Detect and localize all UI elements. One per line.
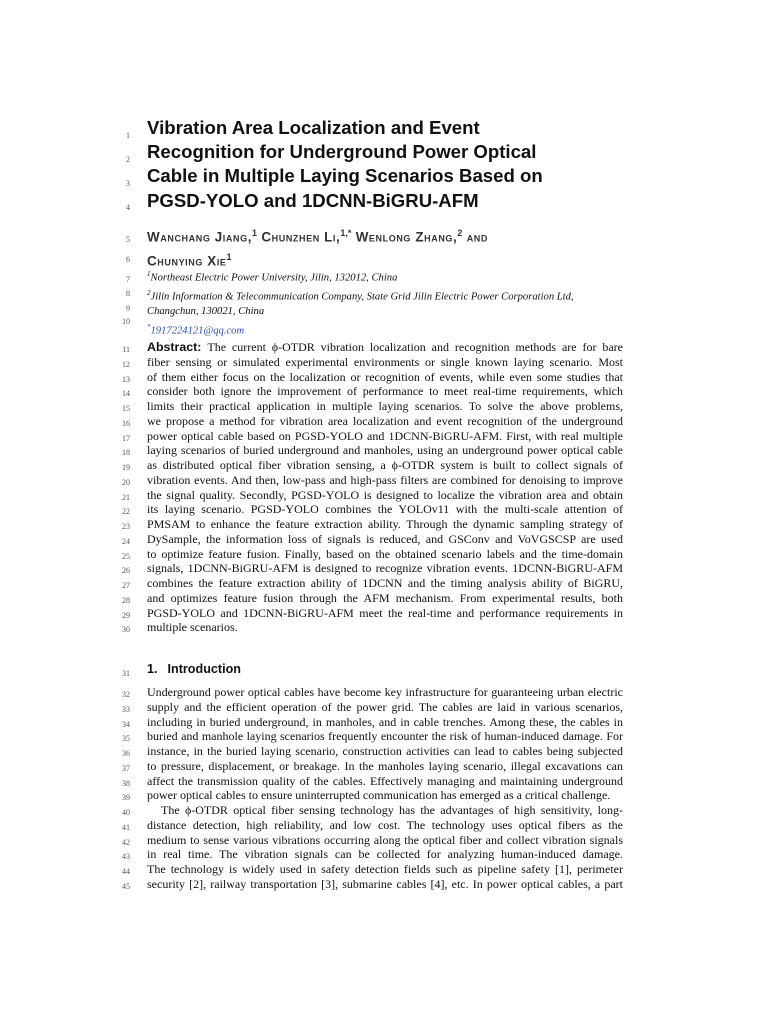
abstract-line: PMSAM to enhance the feature extraction ability. Through the dynamic sampling strategy of bbox=[147, 517, 623, 531]
author-affil-mark: 1 bbox=[226, 252, 232, 263]
abstract-label: Abstract: bbox=[147, 340, 202, 354]
email-mark: * bbox=[147, 322, 151, 331]
abstract-line: as distributed optical fiber vibration sensing, a ϕ-OTDR system is built to collect signals of bbox=[147, 458, 623, 472]
abstract-line: power optical cable based on PGSD-YOLO and 1DCNN-BiGRU-AFM. First, with real multiple bbox=[147, 428, 623, 443]
affiliation bbox=[147, 267, 667, 286]
line-number: 15 bbox=[122, 404, 130, 413]
line-number: 4 bbox=[126, 203, 130, 212]
line-number: 32 bbox=[122, 690, 130, 699]
author-affil-mark: 2 bbox=[457, 228, 463, 238]
abstract-line: vibration events. And then, low-pass and high-pass filters are combined for denoising to improve bbox=[147, 472, 623, 487]
email-link[interactable]: 1917224121@qq.com bbox=[150, 325, 245, 337]
abstract-line: multiple scenarios. bbox=[147, 620, 238, 635]
abstract-line: we propose a method for vibration area localization and event recognition of the underground bbox=[147, 413, 623, 428]
line-number: 28 bbox=[122, 595, 130, 605]
line-number: 36 bbox=[122, 749, 130, 758]
line-number: 7 bbox=[126, 275, 130, 284]
line-number: 19 bbox=[122, 463, 130, 472]
line-number: 3 bbox=[126, 179, 130, 188]
line-number: 35 bbox=[122, 734, 130, 744]
intro-line: Underground power optical cables have become key infrastructure for guaranteeing urban electric bbox=[147, 685, 623, 699]
abstract-line: the signal quality. Secondly, PGSD-YOLO is designed to localize the vibration area and obtain bbox=[147, 487, 623, 502]
abstract-line: fiber sensing or simulated experimental environments or single known laying scenario. Most bbox=[147, 354, 623, 369]
abstract-line: limits their practical application in multiple laying scenarios. To solve the above problems, bbox=[147, 399, 623, 413]
section-heading-introduction bbox=[147, 662, 241, 676]
intro-line: power optical cables to ensure uninterrupted communication has emerged as a critical challenge. bbox=[147, 788, 611, 803]
line-number: 10 bbox=[122, 317, 130, 326]
intro-line: The ϕ-OTDR optical fiber sensing technology has the advantages of high sensitivity, long- bbox=[161, 803, 623, 817]
intro-line: security [2], railway transportation [3], submarine cables [4], etc. In power optical cables, a part bbox=[147, 876, 623, 891]
line-number: 38 bbox=[122, 778, 130, 788]
author-affil-mark: 1 bbox=[252, 228, 258, 238]
intro-line: instance, in the buried laying scenario, construction activities can lead to cables being subjected bbox=[147, 744, 623, 758]
abstract-line: to optimize feature fusion. Finally, based on the obtained scenario labels and the time-domain bbox=[147, 546, 623, 561]
title-line: Vibration Area Localization and Event bbox=[147, 117, 480, 138]
affiliations bbox=[147, 267, 667, 339]
line-number: 23 bbox=[122, 522, 130, 531]
author-list bbox=[147, 223, 667, 272]
author-name: Wenlong Zhang, bbox=[351, 229, 458, 245]
introduction-body bbox=[147, 685, 623, 892]
affil-text: Northeast Electric Power University, Jilin, 132012, China bbox=[150, 272, 398, 284]
line-number: 27 bbox=[122, 581, 130, 590]
author-affil-mark: 1,* bbox=[340, 228, 352, 238]
abstract-line: combines the feature extraction ability of 1DCNN and the timing analysis ability of BiGRU, bbox=[147, 576, 623, 590]
line-number: 42 bbox=[122, 837, 130, 847]
affil-mark: 1 bbox=[147, 270, 151, 278]
line-number: 12 bbox=[122, 359, 130, 369]
abstract-line: PGSD-YOLO and 1DCNN-BiGRU-AFM meet the real-time and performance requirements in bbox=[147, 605, 623, 620]
intro-line: distance detection, high reliability, and low cost. The technology uses optical fibers as the bbox=[147, 817, 623, 832]
section-title: Introduction bbox=[167, 662, 241, 676]
section-number: 1. bbox=[147, 662, 158, 676]
line-number: 33 bbox=[122, 704, 130, 714]
line-number: 22 bbox=[122, 507, 130, 517]
intro-line: affect the transmission quality of the cables. Effectively managing and maintaining underground bbox=[147, 773, 623, 788]
author-line bbox=[147, 223, 667, 247]
line-number: 37 bbox=[122, 763, 130, 773]
line-number: 9 bbox=[126, 304, 130, 313]
line-number: 2 bbox=[126, 155, 130, 164]
intro-line: The technology is widely used in safety detection fields such as pipeline safety [1], perimeter bbox=[147, 862, 623, 876]
affil-text: Changchun, 130021, China bbox=[147, 306, 265, 318]
line-number: 25 bbox=[122, 551, 130, 561]
line-number: 11 bbox=[122, 345, 130, 354]
line-number: 45 bbox=[122, 881, 130, 891]
abstract-line: its laying scenario. PGSD-YOLO combines the YOLOv11 with the multi-scale attention of bbox=[147, 502, 623, 517]
line-number: 41 bbox=[122, 822, 130, 832]
line-number: 40 bbox=[122, 808, 130, 817]
abstract-line: consider both ignore the improvement of performance to meet real-time requirements, which bbox=[147, 384, 623, 399]
affiliation bbox=[147, 286, 667, 305]
line-number: 14 bbox=[122, 389, 130, 399]
title-line: Recognition for Underground Power Optical bbox=[147, 141, 537, 163]
intro-line: in real time. The vibration signals can be collected for analyzing human-induced damage. bbox=[147, 847, 623, 862]
abstract-line: DySample, the information loss of signals is reduced, and GSConv and VoVGSCSP are used bbox=[147, 531, 623, 546]
line-number: 5 bbox=[126, 235, 130, 244]
intro-line: buried and manhole laying scenarios frequently encounter the risk of human-induced damage. For bbox=[147, 729, 623, 744]
line-number: 39 bbox=[122, 793, 130, 803]
intro-line: supply and the efficient operation of the power grid. The cables are laid in various scenarios, bbox=[147, 699, 623, 714]
line-number: 21 bbox=[122, 492, 130, 502]
line-number: 30 bbox=[122, 625, 130, 635]
line-number: 31 bbox=[122, 669, 130, 678]
line-number: 13 bbox=[122, 374, 130, 384]
abstract bbox=[147, 340, 623, 635]
author-name: Wanchang Jiang, bbox=[147, 229, 253, 245]
title-line: Cable in Multiple Laying Scenarios Based on bbox=[147, 165, 543, 187]
line-number: 26 bbox=[122, 566, 130, 576]
abstract-line: laying scenarios of buried underground and manholes, using an underground power optical cable bbox=[147, 443, 623, 458]
abstract-line: of them either focus on the localization or recognition of events, while even some studies that bbox=[147, 369, 623, 384]
paper-title bbox=[147, 116, 667, 213]
affil-text: Jilin Information & Telecommunication Company, State Grid Jilin Electric Power Corporation Ltd, bbox=[150, 291, 574, 303]
author-conjunction: and bbox=[462, 229, 488, 245]
intro-line: to pressure, displacement, or breakage. In the manholes laying scenario, illegal excavations can bbox=[147, 758, 623, 773]
intro-line: including in buried underground, in manholes, and in cable trenches. Among these, the cables in bbox=[147, 714, 623, 729]
abstract-line: signals, 1DCNN-BiGRU-AFM is designed to recognize vibration events. 1DCNN-BiGRU-AFM bbox=[147, 561, 623, 576]
line-number: 8 bbox=[126, 289, 130, 298]
line-number: 29 bbox=[122, 610, 130, 620]
title-line: PGSD-YOLO and 1DCNN-BiGRU-AFM bbox=[147, 189, 479, 211]
line-number: 44 bbox=[122, 867, 130, 876]
abstract-text: The current ϕ-OTDR vibration localization and recognition methods are for bare bbox=[207, 340, 623, 354]
line-number: 24 bbox=[122, 536, 130, 546]
line-number: 34 bbox=[122, 719, 130, 729]
affiliation bbox=[147, 305, 667, 320]
line-number: 16 bbox=[122, 418, 130, 428]
line-number: 43 bbox=[122, 852, 130, 862]
corresponding-email[interactable] bbox=[147, 320, 667, 339]
affil-mark: 2 bbox=[147, 289, 151, 298]
intro-line: medium to sense various vibrations occurring along the optical fiber and collect vibration signals bbox=[147, 832, 623, 847]
abstract-line: and optimizes feature fusion through the AFM mechanism. From experimental results, both bbox=[147, 590, 623, 605]
line-number: 17 bbox=[122, 433, 130, 443]
line-number: 6 bbox=[126, 255, 130, 264]
abstract-line bbox=[147, 340, 623, 355]
line-number: 1 bbox=[126, 131, 130, 140]
line-number: 18 bbox=[122, 448, 130, 458]
line-number: 20 bbox=[122, 477, 130, 487]
author-name: Chunying Xie bbox=[147, 253, 227, 269]
author-name: Chunzhen Li, bbox=[257, 229, 341, 245]
